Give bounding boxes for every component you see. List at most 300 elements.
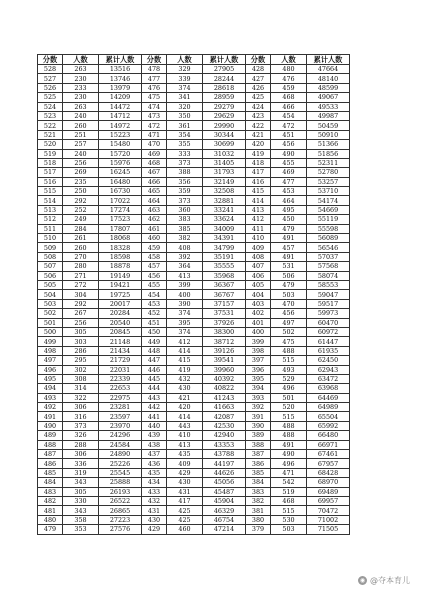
table-cell: 306	[63, 450, 99, 459]
table-cell: 470	[271, 299, 307, 308]
table-cell: 427	[246, 74, 271, 83]
table-cell: 525	[38, 93, 63, 102]
table-row	[38, 374, 350, 383]
table-cell: 284	[63, 224, 99, 233]
table-row	[38, 365, 350, 374]
table-cell: 456	[142, 271, 167, 280]
table-cell: 439	[142, 431, 167, 440]
table-cell: 476	[271, 74, 307, 83]
table-cell: 515	[271, 506, 307, 515]
table-cell: 476	[142, 83, 167, 92]
table-cell: 67957	[307, 459, 350, 468]
table-cell: 23281	[99, 403, 142, 412]
table-cell: 27223	[99, 515, 142, 524]
table-cell: 454	[271, 111, 307, 120]
score-distribution-sheet	[37, 54, 350, 535]
table-cell: 451	[142, 318, 167, 327]
table-cell: 503	[38, 299, 63, 308]
table-cell: 399	[246, 337, 271, 346]
table-cell: 316	[63, 412, 99, 421]
watermark	[358, 575, 410, 586]
table-cell: 379	[246, 525, 271, 534]
table-cell: 18598	[99, 252, 142, 261]
table-cell: 257	[63, 140, 99, 149]
table-cell: 456	[271, 309, 307, 318]
table-cell: 506	[271, 271, 307, 280]
table-cell: 477	[271, 177, 307, 186]
table-cell: 486	[38, 459, 63, 468]
table-cell: 50459	[307, 121, 350, 130]
table-cell: 462	[142, 215, 167, 224]
table-cell: 14472	[99, 102, 142, 111]
table-row	[38, 121, 350, 130]
table-cell: 37926	[203, 318, 246, 327]
table-cell: 481	[38, 506, 63, 515]
table-cell: 286	[63, 346, 99, 355]
table-cell: 39960	[203, 365, 246, 374]
table-cell: 431	[167, 487, 203, 496]
table-cell: 494	[38, 384, 63, 393]
table-cell: 292	[63, 196, 99, 205]
table-cell: 470	[142, 140, 167, 149]
table-cell: 17022	[99, 196, 142, 205]
table-cell: 500	[38, 327, 63, 336]
table-cell: 445	[142, 374, 167, 383]
table-cell: 490	[38, 421, 63, 430]
table-cell: 400	[167, 290, 203, 299]
table-cell: 32508	[203, 187, 246, 196]
table-cell: 480	[38, 515, 63, 524]
table-cell: 14972	[99, 121, 142, 130]
table-cell: 437	[142, 450, 167, 459]
table-cell: 295	[63, 356, 99, 365]
table-cell: 14209	[99, 93, 142, 102]
table-cell: 48599	[307, 83, 350, 92]
table-cell: 13746	[99, 74, 142, 83]
table-cell: 405	[246, 280, 271, 289]
table-cell: 430	[142, 515, 167, 524]
table-cell: 403	[246, 299, 271, 308]
table-cell: 305	[63, 487, 99, 496]
table-cell: 51366	[307, 140, 350, 149]
table-cell: 383	[167, 215, 203, 224]
table-cell: 59047	[307, 290, 350, 299]
table-cell: 390	[246, 421, 271, 430]
table-row	[38, 506, 350, 515]
table-cell: 240	[63, 111, 99, 120]
table-cell: 17523	[99, 215, 142, 224]
table-cell: 32881	[203, 196, 246, 205]
table-cell: 66480	[307, 431, 350, 440]
table-cell: 20017	[99, 299, 142, 308]
table-cell: 15480	[99, 140, 142, 149]
table-cell: 506	[38, 271, 63, 280]
table-cell: 38712	[203, 337, 246, 346]
table-cell: 18878	[99, 262, 142, 271]
table-cell: 488	[271, 431, 307, 440]
table-cell: 428	[246, 65, 271, 74]
table-cell: 459	[271, 83, 307, 92]
table-row	[38, 327, 350, 336]
table-cell: 495	[38, 374, 63, 383]
table-cell: 330	[63, 496, 99, 505]
table-cell: 484	[38, 478, 63, 487]
table-cell: 391	[246, 412, 271, 421]
table-cell: 425	[167, 506, 203, 515]
table-cell: 38300	[203, 327, 246, 336]
table-cell: 455	[142, 280, 167, 289]
table-cell: 30344	[203, 130, 246, 139]
table-cell: 373	[167, 158, 203, 167]
table-cell: 66971	[307, 440, 350, 449]
table-cell: 302	[63, 365, 99, 374]
table-cell: 479	[271, 280, 307, 289]
table-cell: 16245	[99, 168, 142, 177]
table-cell: 488	[271, 346, 307, 355]
table-cell: 477	[142, 74, 167, 83]
table-cell: 485	[38, 468, 63, 477]
table-cell: 395	[246, 374, 271, 383]
table-row	[38, 130, 350, 139]
table-row	[38, 149, 350, 158]
table-cell: 390	[167, 299, 203, 308]
table-cell: 62450	[307, 356, 350, 365]
table-cell: 28959	[203, 93, 246, 102]
table-cell: 24584	[99, 440, 142, 449]
table-row	[38, 393, 350, 402]
table-cell: 394	[246, 384, 271, 393]
table-cell: 26193	[99, 487, 142, 496]
table-cell: 433	[142, 487, 167, 496]
table-cell: 521	[38, 130, 63, 139]
table-cell: 496	[271, 459, 307, 468]
table-cell: 343	[63, 478, 99, 487]
table-cell: 252	[63, 205, 99, 214]
table-cell: 360	[167, 205, 203, 214]
table-cell: 515	[38, 187, 63, 196]
table-cell: 508	[38, 252, 63, 261]
table-cell: 61447	[307, 337, 350, 346]
table-cell: 443	[142, 393, 167, 402]
table-cell: 384	[246, 478, 271, 487]
table-cell: 397	[246, 356, 271, 365]
table-cell: 406	[246, 271, 271, 280]
table-cell: 449	[142, 337, 167, 346]
table-cell: 35968	[203, 271, 246, 280]
table-cell: 503	[271, 525, 307, 534]
table-cell: 358	[63, 515, 99, 524]
table-cell: 423	[246, 111, 271, 120]
table-cell: 20845	[99, 327, 142, 336]
table-row	[38, 412, 350, 421]
table-row	[38, 440, 350, 449]
table-cell: 240	[63, 149, 99, 158]
table-cell: 505	[38, 280, 63, 289]
table-cell: 496	[38, 365, 63, 374]
table-cell: 29990	[203, 121, 246, 130]
table-row	[38, 421, 350, 430]
table-cell: 292	[63, 299, 99, 308]
table-cell: 31405	[203, 158, 246, 167]
table-cell: 464	[271, 196, 307, 205]
table-cell: 479	[38, 525, 63, 534]
table-cell: 57037	[307, 252, 350, 261]
table-row	[38, 337, 350, 346]
table-cell: 350	[167, 111, 203, 120]
table-cell: 472	[271, 121, 307, 130]
table-cell: 54174	[307, 196, 350, 205]
table-cell: 524	[38, 102, 63, 111]
table-cell: 382	[246, 496, 271, 505]
table-cell: 491	[38, 412, 63, 421]
table-row	[38, 196, 350, 205]
table-cell: 57568	[307, 262, 350, 271]
table-cell: 413	[167, 440, 203, 449]
table-cell: 55598	[307, 224, 350, 233]
table-cell: 529	[271, 374, 307, 383]
table-row	[38, 525, 350, 534]
table-cell: 326	[63, 431, 99, 440]
table-cell: 517	[38, 168, 63, 177]
table-cell: 288	[63, 440, 99, 449]
table-cell: 40392	[203, 374, 246, 383]
table-cell: 409	[246, 243, 271, 252]
table-cell: 30699	[203, 140, 246, 149]
table-cell: 504	[38, 290, 63, 299]
table-cell: 25545	[99, 468, 142, 477]
table-cell: 329	[167, 65, 203, 74]
table-cell: 441	[142, 412, 167, 421]
table-cell: 36367	[203, 280, 246, 289]
table-cell: 61935	[307, 346, 350, 355]
table-cell: 70472	[307, 506, 350, 515]
table-cell: 373	[167, 196, 203, 205]
table-row	[38, 177, 350, 186]
table-cell: 472	[142, 121, 167, 130]
table-cell: 53257	[307, 177, 350, 186]
table-cell: 374	[167, 83, 203, 92]
table-cell: 37157	[203, 299, 246, 308]
table-cell: 410	[167, 431, 203, 440]
table-cell: 49987	[307, 111, 350, 120]
table-cell: 29279	[203, 102, 246, 111]
table-cell: 479	[271, 224, 307, 233]
table-cell: 59517	[307, 299, 350, 308]
table-cell: 515	[271, 412, 307, 421]
table-cell: 435	[167, 450, 203, 459]
table-cell: 466	[142, 177, 167, 186]
table-cell: 45056	[203, 478, 246, 487]
table-cell: 512	[38, 215, 63, 224]
table-row	[38, 252, 350, 261]
table-row	[38, 431, 350, 440]
table-cell: 496	[271, 384, 307, 393]
table-cell: 426	[246, 83, 271, 92]
table-cell: 468	[271, 496, 307, 505]
table-cell: 488	[271, 421, 307, 430]
table-cell: 58553	[307, 280, 350, 289]
table-cell: 395	[167, 318, 203, 327]
table-cell: 19421	[99, 280, 142, 289]
table-cell: 47664	[307, 65, 350, 74]
table-cell: 63472	[307, 374, 350, 383]
table-cell: 421	[167, 393, 203, 402]
table-cell: 491	[271, 440, 307, 449]
table-cell: 19149	[99, 271, 142, 280]
table-cell: 22975	[99, 393, 142, 402]
table-cell: 13979	[99, 83, 142, 92]
table-cell: 493	[271, 365, 307, 374]
table-cell: 490	[271, 450, 307, 459]
table-cell: 380	[246, 515, 271, 524]
table-cell: 341	[167, 93, 203, 102]
table-cell: 21148	[99, 337, 142, 346]
table-cell: 435	[142, 468, 167, 477]
table-cell: 35191	[203, 252, 246, 261]
table-cell: 39126	[203, 346, 246, 355]
table-cell: 475	[142, 93, 167, 102]
table-cell: 26522	[99, 496, 142, 505]
table-cell: 425	[246, 93, 271, 102]
table-cell: 31032	[203, 149, 246, 158]
table-cell: 478	[142, 65, 167, 74]
table-cell: 58074	[307, 271, 350, 280]
table-cell: 308	[63, 374, 99, 383]
table-cell: 456	[271, 140, 307, 149]
table-cell: 518	[38, 158, 63, 167]
table-row	[38, 215, 350, 224]
table-cell: 251	[63, 130, 99, 139]
table-cell: 429	[142, 525, 167, 534]
table-cell: 438	[142, 440, 167, 449]
table-cell: 15720	[99, 149, 142, 158]
table-cell: 54669	[307, 205, 350, 214]
table-cell: 418	[246, 158, 271, 167]
table-cell: 43353	[203, 440, 246, 449]
table-cell: 493	[38, 393, 63, 402]
table-cell: 71002	[307, 515, 350, 524]
table-cell: 64469	[307, 393, 350, 402]
table-cell: 429	[167, 468, 203, 477]
table-row	[38, 168, 350, 177]
column-header: 人数	[271, 55, 307, 65]
table-row	[38, 459, 350, 468]
table-cell: 354	[167, 130, 203, 139]
table-cell: 467	[142, 168, 167, 177]
table-cell: 249	[63, 215, 99, 224]
table-cell: 460	[142, 234, 167, 243]
table-cell: 45487	[203, 487, 246, 496]
table-cell: 62943	[307, 365, 350, 374]
table-row	[38, 450, 350, 459]
table-row	[38, 290, 350, 299]
table-cell: 256	[63, 318, 99, 327]
table-cell: 230	[63, 74, 99, 83]
table-cell: 41243	[203, 393, 246, 402]
table-cell: 65504	[307, 412, 350, 421]
table-cell: 361	[167, 121, 203, 130]
table-cell: 69957	[307, 496, 350, 505]
table-cell: 18068	[99, 234, 142, 243]
table-cell: 497	[38, 356, 63, 365]
column-header: 人数	[63, 55, 99, 65]
table-cell: 29629	[203, 111, 246, 120]
table-cell: 388	[167, 168, 203, 177]
table-cell: 401	[246, 318, 271, 327]
table-cell: 497	[271, 318, 307, 327]
table-cell: 469	[271, 168, 307, 177]
table-cell: 409	[167, 459, 203, 468]
table-row	[38, 356, 350, 365]
table-cell: 412	[167, 337, 203, 346]
table-cell: 413	[167, 271, 203, 280]
table-cell: 31793	[203, 168, 246, 177]
table-cell: 530	[271, 515, 307, 524]
table-cell: 482	[38, 496, 63, 505]
table-cell: 420	[167, 403, 203, 412]
table-cell: 256	[63, 158, 99, 167]
table-cell: 389	[246, 431, 271, 440]
table-cell: 343	[63, 506, 99, 515]
table-cell: 42530	[203, 421, 246, 430]
table-cell: 408	[246, 252, 271, 261]
table-row	[38, 496, 350, 505]
table-cell: 392	[167, 252, 203, 261]
table-cell: 473	[142, 111, 167, 120]
table-cell: 27576	[99, 525, 142, 534]
table-row	[38, 309, 350, 318]
table-cell: 447	[142, 356, 167, 365]
table-cell: 322	[63, 393, 99, 402]
table-row	[38, 262, 350, 271]
table-cell: 514	[38, 196, 63, 205]
table-cell: 450	[142, 327, 167, 336]
table-cell: 432	[167, 374, 203, 383]
table-cell: 364	[167, 262, 203, 271]
table-cell: 415	[246, 187, 271, 196]
table-cell: 15223	[99, 130, 142, 139]
table-cell: 41663	[203, 403, 246, 412]
table-cell: 339	[167, 74, 203, 83]
table-cell: 522	[38, 121, 63, 130]
table-cell: 23597	[99, 412, 142, 421]
table-cell: 68970	[307, 478, 350, 487]
table-cell: 420	[246, 140, 271, 149]
table-cell: 374	[167, 309, 203, 318]
table-cell: 424	[246, 102, 271, 111]
table-cell: 71505	[307, 525, 350, 534]
table-cell: 468	[142, 158, 167, 167]
table-cell: 44626	[203, 468, 246, 477]
table-cell: 414	[167, 412, 203, 421]
table-cell: 55119	[307, 215, 350, 224]
table-cell: 34009	[203, 224, 246, 233]
table-cell: 386	[246, 459, 271, 468]
table-cell: 492	[38, 403, 63, 412]
table-cell: 463	[142, 205, 167, 214]
table-row	[38, 205, 350, 214]
table-cell: 499	[38, 337, 63, 346]
table-cell: 417	[167, 496, 203, 505]
table-cell: 14712	[99, 111, 142, 120]
table-cell: 21729	[99, 356, 142, 365]
table-row	[38, 158, 350, 167]
table-cell: 22653	[99, 384, 142, 393]
table-cell: 34391	[203, 234, 246, 243]
table-cell: 48140	[307, 74, 350, 83]
table-row	[38, 515, 350, 524]
table-cell: 60470	[307, 318, 350, 327]
